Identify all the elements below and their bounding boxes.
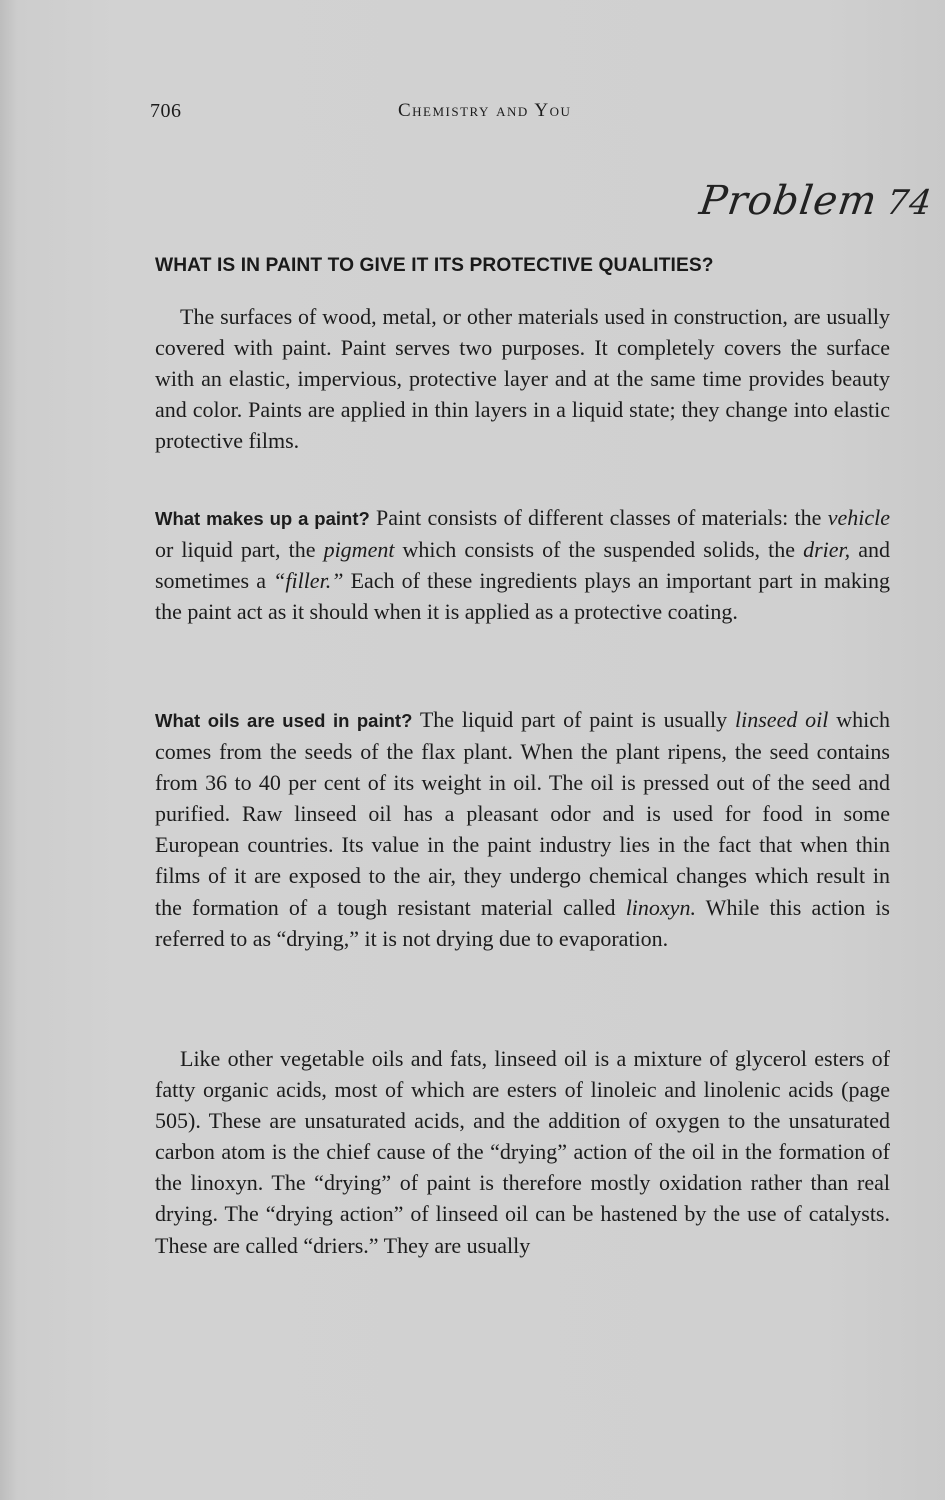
paragraph-paint-makeup: [155, 502, 890, 627]
problem-label-word: Problem: [696, 178, 881, 224]
paragraph-glycerol-esters: Like other vegetable oils and fats, linseed oil is a mixture of glycerol esters of fatty organic acids, most of which are esters of linoleic and linolenic acids (page 505). These are unsaturated acids, and the addition of oxygen to the unsaturated carbon atom is the chief cause of the “drying” action of the oil in the formation of the linoxyn. The “drying” of paint is therefore mostly oxidation rather than real drying. The “drying action” of linseed oil can be hastened by the use of catalysts. These are called “driers.” They are usually: [155, 1046, 890, 1258]
question-heading: WHAT IS IN PAINT TO GIVE IT ITS PROTECTIVE QUALITIES?: [155, 255, 714, 276]
text-run: which consists of the suspended solids, the: [394, 537, 804, 563]
text-run: which comes from the seeds of the flax plant. When the plant ripens, the seed contains from 36 to 40 per cent of its weight in oil. The oil is pressed out of the seed and purified. Raw linseed oil has a pleasant odor and is used for food in some European countries. Its value in the paint industry lies in the fact that when thin films of it are exposed to the air, they undergo chemical changes which result in the formation of a tough resistant material called: [155, 707, 891, 920]
side-heading-oils: What oils are used in paint?: [155, 710, 413, 731]
text-run: or liquid part, the: [155, 537, 324, 563]
side-heading-paint-makeup: What makes up a paint?: [155, 508, 370, 529]
paragraph-oils: [155, 704, 890, 954]
problem-label: [697, 178, 936, 224]
term-filler: “filler.”: [273, 568, 344, 594]
page-number: 706: [150, 100, 182, 122]
term-drier: drier,: [803, 537, 851, 563]
text-run: The liquid part of paint is usually: [412, 707, 736, 732]
text-run: While this action is referred to as “drying,” it is not drying due to evaporation.: [155, 894, 890, 951]
term-vehicle: vehicle: [827, 505, 890, 530]
text-run: Paint consists of different classes of materials: the: [369, 505, 828, 530]
term-linseed-oil: linseed oil: [735, 707, 829, 732]
paragraph-intro: The surfaces of wood, metal, or other materials used in construction, are usually covered with paint. Paint serves two purposes. It completely covers the surface with an elastic, impervious, protective layer and at the same time provides beauty and color. Paints are applied in thin layers in a liquid state; they change into elastic protective films.: [155, 304, 890, 454]
running-head: [150, 100, 890, 130]
term-linoxyn: linoxyn.: [625, 894, 696, 920]
text-run: and sometimes a: [155, 537, 890, 594]
running-title: Chemistry and You: [398, 100, 572, 121]
term-pigment: pigment: [323, 537, 395, 563]
problem-number: 74: [884, 183, 935, 223]
text-run: Each of these ingredients plays an important part in making the paint act as it should when it is applied as a protective coating.: [155, 568, 890, 625]
